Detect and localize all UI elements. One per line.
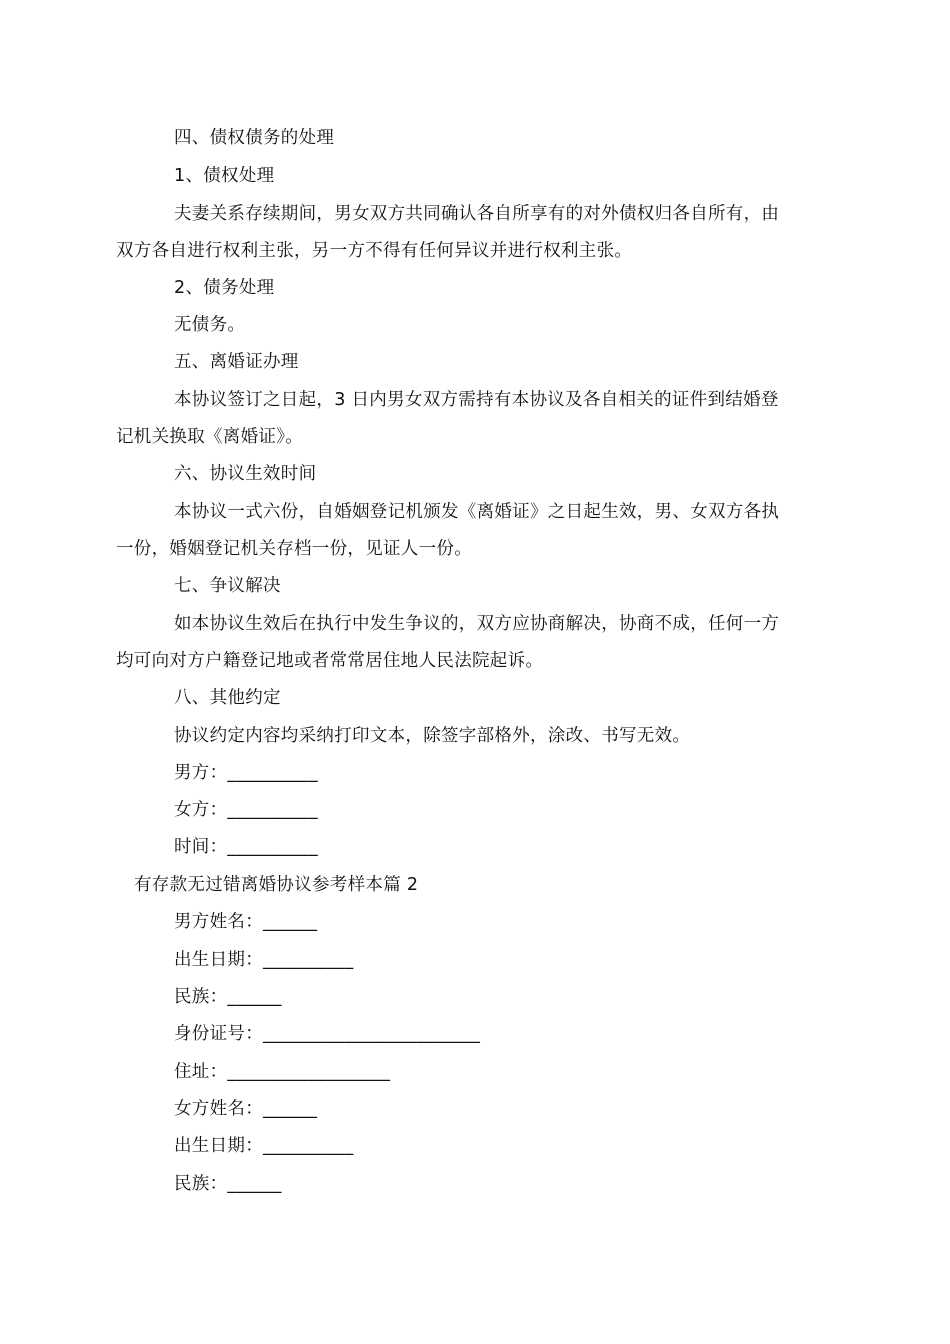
- paragraph-effective-line1: 本协议一式六份，自婚姻登记机颁发《离婚证》之日起生效，男、女双方各执: [174, 502, 780, 522]
- sample2-title: 有存款无过错离婚协议参考样本篇 2: [134, 875, 419, 895]
- field-female-name: 女方姓名：______: [174, 1099, 318, 1119]
- paragraph-effective-line2: 一份，婚姻登记机关存档一份，见证人一份。: [116, 539, 472, 559]
- field-female-birth-date: 出生日期：__________: [174, 1136, 354, 1156]
- paragraph-no-debts: 无债务。: [174, 315, 246, 335]
- paragraph-certificate-line1: 本协议签订之日起，3 日内男女双方需持有本协议及各自相关的证件到结婚登: [174, 390, 779, 410]
- field-male-name: 男方姓名：______: [174, 912, 318, 932]
- signature-female: 女方：__________: [174, 800, 318, 820]
- field-id-number: 身份证号：________________________: [174, 1024, 481, 1044]
- field-male-ethnicity: 民族：______: [174, 987, 282, 1007]
- paragraph-other: 协议约定内容均采纳打印文本，除签字部格外，涂改、书写无效。: [174, 726, 691, 746]
- section-heading-effective: 六、协议生效时间: [174, 464, 317, 484]
- section-heading-other: 八、其他约定: [174, 688, 281, 708]
- signature-time: 时间：__________: [174, 837, 318, 857]
- subheading-claims: 1、债权处理: [174, 166, 275, 186]
- signature-male: 男方：__________: [174, 763, 318, 783]
- field-address: 住址：__________________: [174, 1062, 391, 1082]
- subheading-debts: 2、债务处理: [174, 278, 275, 298]
- section-heading-disputes: 七、争议解决: [174, 576, 281, 596]
- section-heading-certificate: 五、离婚证办理: [174, 352, 299, 372]
- field-male-birth-date: 出生日期：__________: [174, 950, 354, 970]
- section-heading-debts: 四、债权债务的处理: [174, 128, 335, 148]
- paragraph-disputes-line2: 均可向对方户籍登记地或者常常居住地人民法院起诉。: [116, 651, 544, 671]
- paragraph-claims-line1: 夫妻关系存续期间，男女双方共同确认各自所享有的对外债权归各自所有，由: [174, 204, 780, 224]
- paragraph-certificate-line2: 记机关换取《离婚证》。: [116, 427, 304, 447]
- paragraph-disputes-line1: 如本协议生效后在执行中发生争议的，双方应协商解决，协商不成，任何一方: [174, 614, 780, 634]
- field-female-ethnicity: 民族：______: [174, 1174, 282, 1194]
- paragraph-claims-line2: 双方各自进行权利主张，另一方不得有任何异议并进行权利主张。: [116, 241, 633, 261]
